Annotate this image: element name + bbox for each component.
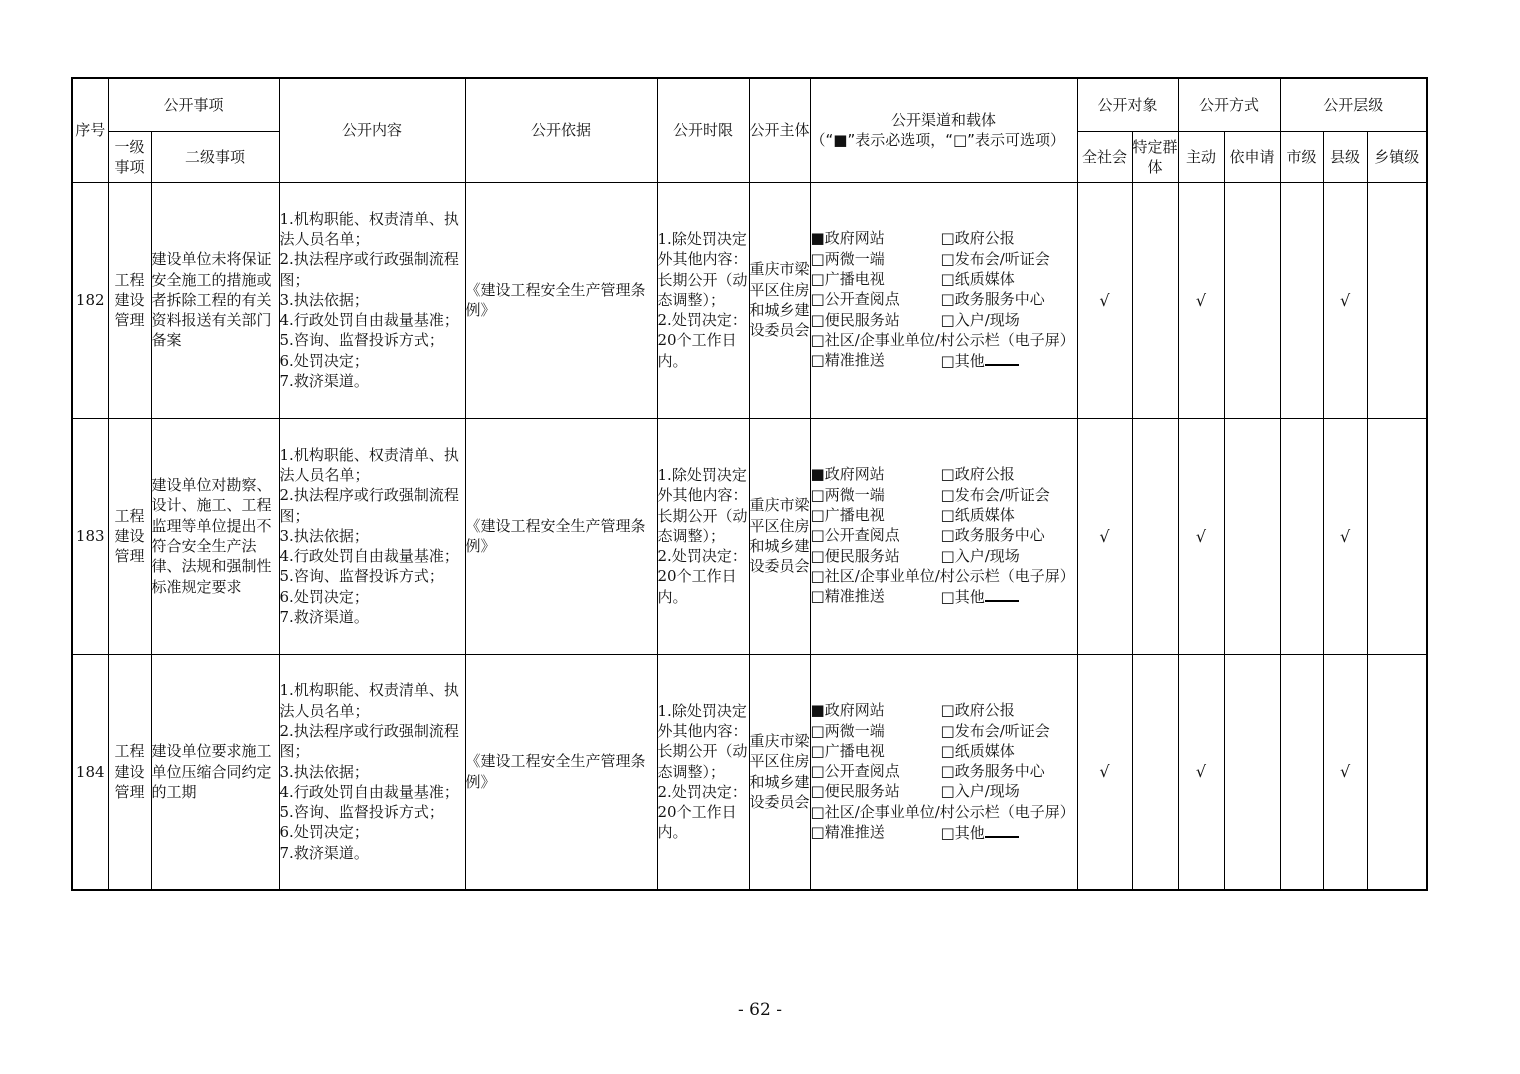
list-item: 2.处罚决定：20个工作日内。 bbox=[657, 311, 747, 370]
row-subject: 重庆市梁平区住房和城乡建设委员会 bbox=[749, 654, 810, 890]
header-channel bbox=[810, 78, 1077, 182]
row-basis: 《建设工程安全生产管理条例》 bbox=[465, 182, 657, 418]
list-item: 7.救济渠道。 bbox=[279, 608, 369, 627]
header-level-town: 乡镇级 bbox=[1367, 131, 1427, 182]
row-method-apply bbox=[1224, 182, 1280, 418]
channel-options bbox=[811, 700, 1077, 843]
channel-other bbox=[941, 822, 1071, 843]
channel-press-hearing: □发布会/听证会 bbox=[940, 485, 1050, 504]
row-level-county: √ bbox=[1323, 182, 1367, 418]
row-time-limit bbox=[657, 654, 749, 890]
header-method-apply: 依申请 bbox=[1224, 131, 1280, 182]
list-item: 2.执法程序或行政强制流程图； bbox=[279, 486, 459, 525]
list-item: 7.救济渠道。 bbox=[279, 843, 369, 862]
row-target-all: √ bbox=[1077, 182, 1132, 418]
row-channels bbox=[810, 654, 1077, 890]
header-seq: 序号 bbox=[72, 78, 108, 182]
header-method-active: 主动 bbox=[1178, 131, 1224, 182]
channel-public-reading: □公开查阅点 bbox=[810, 526, 900, 545]
row-seq: 184 bbox=[72, 654, 108, 890]
channel-other bbox=[941, 350, 1071, 371]
row-level2: 建设单位要求施工单位压缩合同约定的工期 bbox=[151, 654, 279, 890]
row-content bbox=[279, 654, 465, 890]
header-level2: 二级事项 bbox=[151, 131, 279, 182]
row-target-specific bbox=[1132, 182, 1178, 418]
channel-broadcast-tv: □广播电视 bbox=[810, 741, 885, 760]
list-item: 4.行政处罚自由裁量基准； bbox=[279, 782, 459, 801]
channel-paper-media: □纸质媒体 bbox=[940, 741, 1015, 760]
table-row bbox=[72, 182, 1427, 418]
row-level-city bbox=[1280, 418, 1323, 654]
list-item: 1.除处罚决定外其他内容：长期公开（动态调整）； bbox=[657, 465, 748, 545]
row-method-active: √ bbox=[1178, 418, 1224, 654]
row-level1: 工程建设管理 bbox=[108, 654, 151, 890]
channel-precise-push: □精准推送 bbox=[810, 351, 885, 370]
header-target-all: 全社会 bbox=[1077, 131, 1132, 182]
channel-two-micro: □两微一端 bbox=[810, 485, 885, 504]
list-item: 7.救济渠道。 bbox=[279, 372, 369, 391]
list-item: 4.行政处罚自由裁量基准； bbox=[279, 311, 459, 330]
row-target-specific bbox=[1132, 418, 1178, 654]
channel-home-site: □入户/现场 bbox=[940, 546, 1020, 565]
time-limit-list bbox=[658, 701, 749, 843]
row-seq: 182 bbox=[72, 182, 108, 418]
list-item: 6.处罚决定； bbox=[279, 823, 369, 842]
channel-two-micro: □两微一端 bbox=[810, 249, 885, 268]
list-item: 5.咨询、监督投诉方式； bbox=[279, 567, 444, 586]
channel-community-board: □社区/企事业单位/村公示栏（电子屏） bbox=[810, 802, 1075, 821]
list-item: 6.处罚决定； bbox=[279, 587, 369, 606]
row-level-town bbox=[1367, 182, 1427, 418]
page-number: - 62 - bbox=[738, 1000, 782, 1020]
channel-paper-media: □纸质媒体 bbox=[940, 270, 1015, 289]
time-limit-list bbox=[658, 465, 749, 607]
list-item: 2.处罚决定：20个工作日内。 bbox=[657, 547, 747, 606]
channel-gov-service-center: □政务服务中心 bbox=[940, 526, 1045, 545]
channel-gov-website: ■政府网站 bbox=[810, 229, 885, 248]
channel-convenience-station: □便民服务站 bbox=[810, 782, 900, 801]
row-level2: 建设单位对勘察、设计、施工、工程监理等单位提出不符合安全生产法律、法规和强制性标准规定要求 bbox=[151, 418, 279, 654]
list-item: 2.执法程序或行政强制流程图； bbox=[279, 250, 459, 289]
list-item: 6.处罚决定； bbox=[279, 351, 369, 370]
row-level2: 建设单位未将保证安全施工的措施或者拆除工程的有关资料报送有关部门备案 bbox=[151, 182, 279, 418]
channel-precise-push: □精准推送 bbox=[810, 587, 885, 606]
header-subject: 公开主体 bbox=[749, 78, 810, 182]
channel-two-micro: □两微一端 bbox=[810, 721, 885, 740]
blank-underline bbox=[985, 350, 1019, 366]
channel-home-site: □入户/现场 bbox=[940, 310, 1020, 329]
header-target-specific: 特定群体 bbox=[1132, 131, 1178, 182]
channel-gov-gazette: □政府公报 bbox=[940, 229, 1015, 248]
row-level-county: √ bbox=[1323, 654, 1367, 890]
row-method-active: √ bbox=[1178, 654, 1224, 890]
row-level1: 工程建设管理 bbox=[108, 418, 151, 654]
channel-gov-gazette: □政府公报 bbox=[940, 465, 1015, 484]
content-list bbox=[280, 680, 465, 863]
row-channels bbox=[810, 182, 1077, 418]
row-time-limit bbox=[657, 418, 749, 654]
channel-other-label: □其他 bbox=[940, 588, 985, 607]
content-list bbox=[280, 209, 465, 392]
channel-gov-service-center: □政务服务中心 bbox=[940, 762, 1045, 781]
row-target-specific bbox=[1132, 654, 1178, 890]
list-item: 3.执法依据； bbox=[279, 762, 369, 781]
row-level-town bbox=[1367, 418, 1427, 654]
channel-other-label: □其他 bbox=[940, 823, 985, 842]
row-target-all: √ bbox=[1077, 418, 1132, 654]
row-level-city bbox=[1280, 182, 1323, 418]
list-item: 5.咨询、监督投诉方式； bbox=[279, 331, 444, 350]
channel-precise-push: □精准推送 bbox=[810, 822, 885, 841]
row-level1: 工程建设管理 bbox=[108, 182, 151, 418]
header-channel-title: 公开渠道和载体 bbox=[891, 111, 997, 130]
list-item: 3.执法依据； bbox=[279, 290, 369, 309]
channel-options bbox=[811, 464, 1077, 607]
channel-community-board: □社区/企事业单位/村公示栏（电子屏） bbox=[810, 330, 1075, 349]
time-limit-list bbox=[658, 229, 749, 371]
table-row bbox=[72, 418, 1427, 654]
blank-underline bbox=[985, 822, 1019, 838]
row-method-apply bbox=[1224, 418, 1280, 654]
channel-public-reading: □公开查阅点 bbox=[810, 290, 900, 309]
channel-broadcast-tv: □广播电视 bbox=[810, 270, 885, 289]
row-basis: 《建设工程安全生产管理条例》 bbox=[465, 418, 657, 654]
list-item: 1.机构职能、权责清单、执法人员名单； bbox=[279, 681, 459, 720]
row-level-county: √ bbox=[1323, 418, 1367, 654]
header-level-city: 市级 bbox=[1280, 131, 1323, 182]
header-level: 公开层级 bbox=[1280, 78, 1427, 131]
row-subject: 重庆市梁平区住房和城乡建设委员会 bbox=[749, 182, 810, 418]
channel-gov-service-center: □政务服务中心 bbox=[940, 290, 1045, 309]
channel-gov-gazette: □政府公报 bbox=[940, 701, 1015, 720]
channel-broadcast-tv: □广播电视 bbox=[810, 506, 885, 525]
blank-underline bbox=[985, 586, 1019, 602]
row-level-city bbox=[1280, 654, 1323, 890]
header-time-limit: 公开时限 bbox=[657, 78, 749, 182]
list-item: 1.机构职能、权责清单、执法人员名单； bbox=[279, 209, 459, 248]
row-method-apply bbox=[1224, 654, 1280, 890]
list-item: 2.执法程序或行政强制流程图； bbox=[279, 722, 459, 761]
content-list bbox=[280, 445, 465, 628]
header-level-county: 县级 bbox=[1323, 131, 1367, 182]
table-row bbox=[72, 654, 1427, 890]
header-target: 公开对象 bbox=[1077, 78, 1178, 131]
row-method-active: √ bbox=[1178, 182, 1224, 418]
channel-public-reading: □公开查阅点 bbox=[810, 762, 900, 781]
channel-convenience-station: □便民服务站 bbox=[810, 310, 900, 329]
list-item: 3.执法依据； bbox=[279, 526, 369, 545]
channel-options bbox=[811, 228, 1077, 371]
header-matter: 公开事项 bbox=[108, 78, 279, 131]
header-content: 公开内容 bbox=[279, 78, 465, 182]
row-basis: 《建设工程安全生产管理条例》 bbox=[465, 654, 657, 890]
header-basis: 公开依据 bbox=[465, 78, 657, 182]
row-subject: 重庆市梁平区住房和城乡建设委员会 bbox=[749, 418, 810, 654]
channel-home-site: □入户/现场 bbox=[940, 782, 1020, 801]
header-channel-note: （“■”表示必选项，“□”表示可选项） bbox=[810, 131, 1065, 150]
channel-convenience-station: □便民服务站 bbox=[810, 546, 900, 565]
list-item: 4.行政处罚自由裁量基准； bbox=[279, 547, 459, 566]
channel-other-label: □其他 bbox=[940, 352, 985, 371]
list-item: 5.咨询、监督投诉方式； bbox=[279, 803, 444, 822]
row-level-town bbox=[1367, 654, 1427, 890]
channel-paper-media: □纸质媒体 bbox=[940, 506, 1015, 525]
list-item: 1.除处罚决定外其他内容：长期公开（动态调整）； bbox=[657, 229, 748, 309]
list-item: 1.机构职能、权责清单、执法人员名单； bbox=[279, 445, 459, 484]
channel-press-hearing: □发布会/听证会 bbox=[940, 249, 1050, 268]
row-content bbox=[279, 418, 465, 654]
list-item: 2.处罚决定：20个工作日内。 bbox=[657, 782, 747, 842]
header-method: 公开方式 bbox=[1178, 78, 1280, 131]
row-content bbox=[279, 182, 465, 418]
list-item: 1.除处罚决定外其他内容：长期公开（动态调整）； bbox=[657, 701, 748, 781]
row-seq: 183 bbox=[72, 418, 108, 654]
row-target-all: √ bbox=[1077, 654, 1132, 890]
channel-community-board: □社区/企事业单位/村公示栏（电子屏） bbox=[810, 566, 1075, 585]
channel-press-hearing: □发布会/听证会 bbox=[940, 721, 1050, 740]
channel-other bbox=[941, 586, 1071, 607]
row-channels bbox=[810, 418, 1077, 654]
channel-gov-website: ■政府网站 bbox=[810, 701, 885, 720]
row-time-limit bbox=[657, 182, 749, 418]
header-level1: 一级事项 bbox=[108, 131, 151, 182]
channel-gov-website: ■政府网站 bbox=[810, 465, 885, 484]
disclosure-table bbox=[71, 77, 1428, 891]
